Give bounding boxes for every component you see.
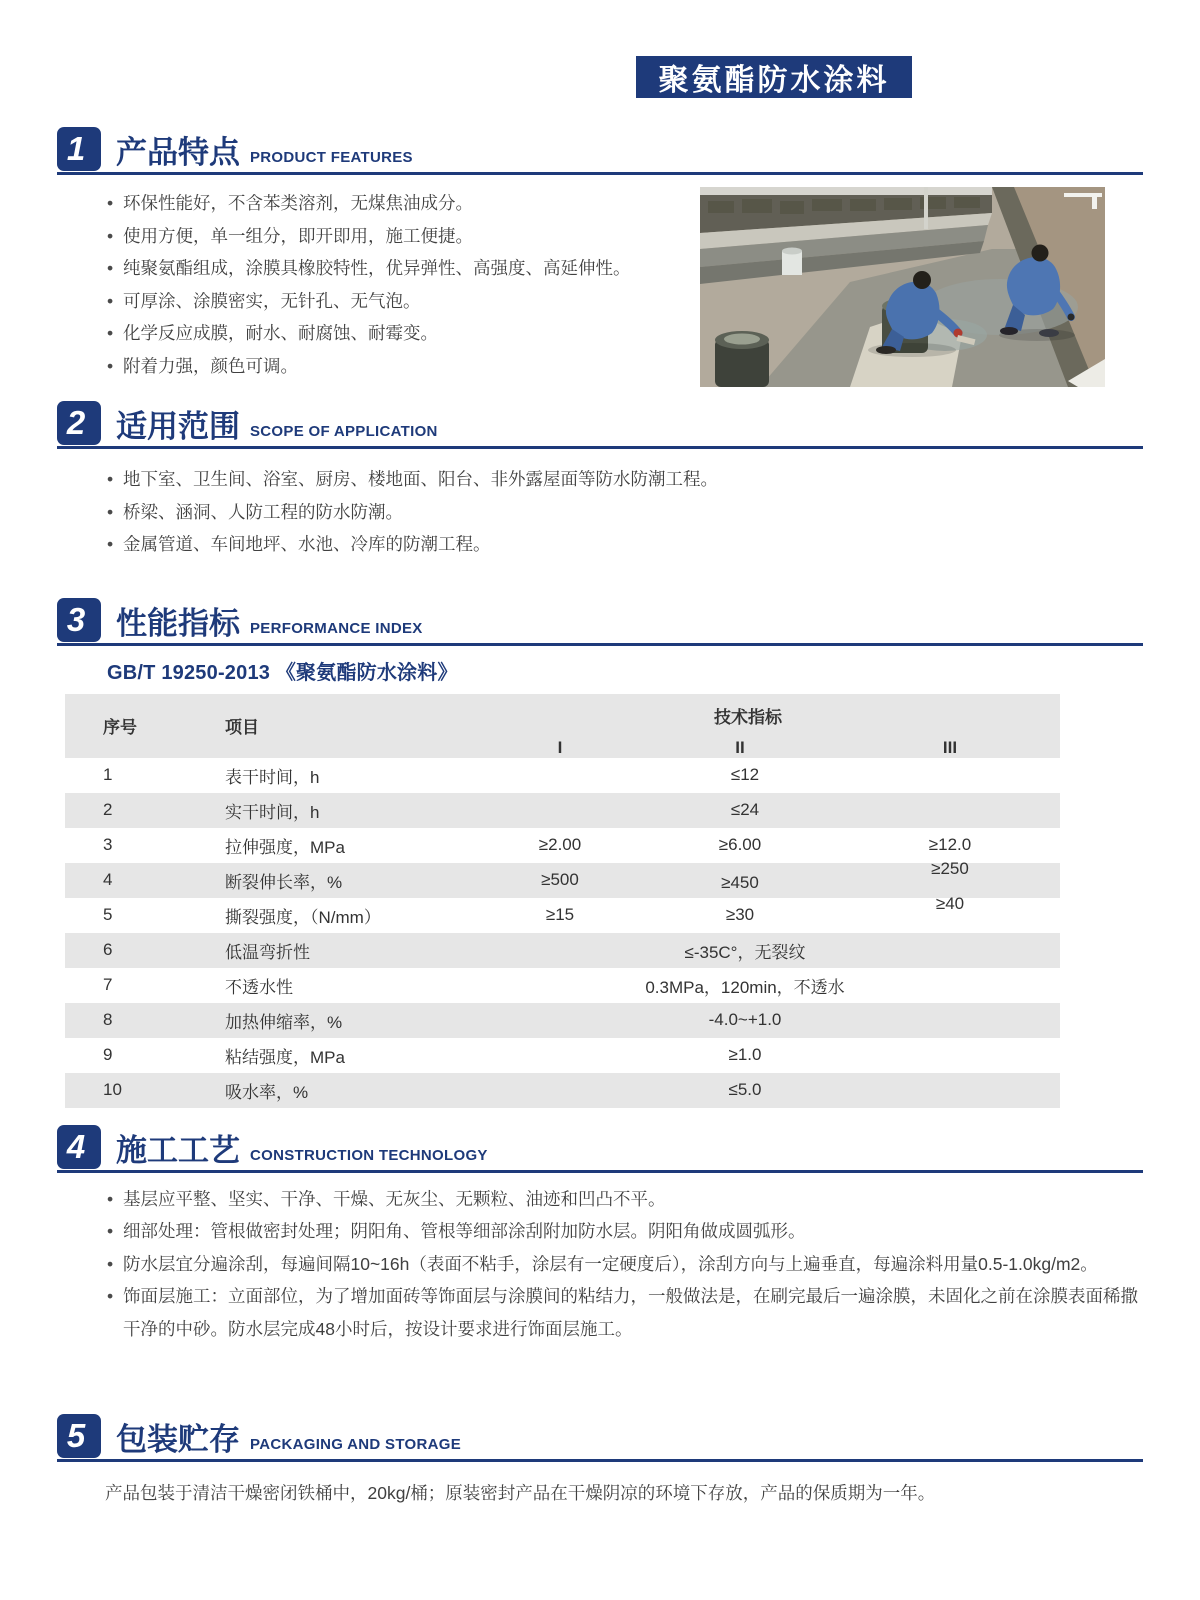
- bullet-item: • 金属管道、车间地坪、水池、冷库的防潮工程。: [105, 528, 1105, 561]
- bullet-item: • 使用方便，单一组分，即开即用，施工便捷。: [105, 220, 690, 253]
- row-item: 实干时间，h: [225, 802, 320, 822]
- row-item: 低温弯折性: [225, 942, 310, 962]
- row-value: ≥250: [931, 859, 969, 878]
- bullet-item: • 纯聚氨酯组成，涂膜具橡胶特性，优异弹性、高强度、高延伸性。: [105, 252, 690, 285]
- section-number-badge: 1: [57, 127, 101, 171]
- section-number-badge: 3: [57, 598, 101, 642]
- section-number-badge: 5: [57, 1414, 101, 1458]
- column-header-tech-group: [480, 694, 1060, 758]
- row-seq: 9: [103, 1045, 113, 1064]
- row-item: 加热伸缩率，%: [225, 1012, 343, 1032]
- row-item: 撕裂强度，（N/mm）: [225, 907, 381, 927]
- row-seq: 6: [103, 940, 113, 959]
- bullet-item: • 环保性能好，不含苯类溶剂，无煤焦油成分。: [105, 187, 690, 220]
- bullet-item: • 饰面层施工：立面部位，为了增加面砖等饰面层与涂膜间的粘结力，一般做法是，在刷完最后一遍涂膜，未固化之前在涂膜表面稀撒干净的中砂。防水层完成48小时后，按设计要求进行饰面层施工。: [105, 1280, 1150, 1345]
- section-subtitle: PRODUCT FEATURES: [250, 149, 413, 166]
- table-row: [65, 828, 1060, 863]
- column-header-tech: 技术指标: [714, 707, 782, 727]
- row-value-span: -4.0~+1.0: [708, 1010, 782, 1029]
- row-seq: 3: [103, 835, 113, 854]
- section-title: 施工工艺: [116, 1132, 240, 1168]
- bullet-item: • 化学反应成膜，耐水、耐腐蚀、耐霉变。: [105, 317, 690, 350]
- features-list: [105, 187, 690, 387]
- row-seq: 5: [103, 905, 113, 924]
- bullet-item: • 地下室、卫生间、浴室、厨房、楼地面、阳台、非外露屋面等防水防潮工程。: [105, 463, 1105, 496]
- row-item: 断裂伸长率，%: [225, 872, 343, 892]
- grade-header: I: [557, 737, 563, 757]
- row-item: 粘结强度，MPa: [225, 1047, 345, 1067]
- table-row: [65, 968, 1060, 1003]
- table-row: [65, 1038, 1060, 1073]
- section-number-badge: 2: [57, 401, 101, 445]
- bullet-item: • 细部处理：管根做密封处理；阴阳角、管根等细部涂刮附加防水层。阴阳角做成圆弧形。: [105, 1215, 1150, 1248]
- section-subtitle: SCOPE OF APPLICATION: [250, 423, 438, 440]
- table-body: [65, 758, 1060, 1108]
- row-value: ≥2.00: [538, 835, 582, 854]
- column-header-seq: 序号: [103, 718, 137, 737]
- barrel: [715, 331, 769, 387]
- row-value-span: ≤24: [730, 800, 760, 819]
- section-subtitle: PACKAGING AND STORAGE: [250, 1436, 462, 1453]
- bullet-item: • 可厚涂、涂膜密实，无针孔、无气泡。: [105, 285, 690, 318]
- bullet-item: • 附着力强，颜色可调。: [105, 350, 690, 383]
- row-value: ≥15: [545, 905, 575, 924]
- table-row: [65, 933, 1060, 968]
- row-value: ≥40: [935, 894, 965, 913]
- grade-header: III: [942, 737, 958, 757]
- row-seq: 8: [103, 1010, 113, 1029]
- section-header-scope: [57, 402, 1143, 449]
- application-photo: [700, 187, 1105, 387]
- standard-reference: GB/T 19250-2013 《聚氨酯防水涂料》: [107, 661, 458, 684]
- table-row: [65, 859, 1060, 898]
- row-seq: 10: [103, 1080, 122, 1099]
- row-value: ≥500: [541, 870, 579, 889]
- row-value-span: ≤12: [730, 765, 760, 784]
- row-seq: 7: [103, 975, 113, 994]
- row-value: ≥12.0: [928, 835, 972, 854]
- row-value-span: 0.3MPa，120min，不透水: [645, 977, 845, 997]
- section-subtitle: CONSTRUCTION TECHNOLOGY: [250, 1146, 488, 1164]
- row-item: 不透水性: [225, 977, 293, 997]
- bullet-item: • 基层应平整、坚实、干净、干燥、无灰尘、无颗粒、油迹和凹凸不平。: [105, 1183, 1150, 1216]
- row-value-span: ≤-35C°，无裂纹: [684, 942, 806, 962]
- row-item: 吸水率，%: [225, 1082, 309, 1102]
- table-row: [65, 793, 1060, 828]
- page-title: 聚氨酯防水涂料: [636, 56, 912, 98]
- row-value-span: ≥1.0: [728, 1045, 762, 1064]
- features-content: [105, 187, 1105, 387]
- section-number-badge: 4: [57, 1125, 101, 1169]
- row-value: ≥6.00: [718, 835, 762, 854]
- packaging-text: 产品包装于清洁干燥密闭铁桶中，20kg/桶；原装密封产品在干燥阴凉的环境下存放，产品的保质期为一年。: [105, 1483, 936, 1503]
- row-seq: 4: [103, 870, 113, 889]
- bullet-item: • 桥梁、涵洞、人防工程的防水防潮。: [105, 496, 1105, 529]
- section-title: 产品特点: [116, 135, 240, 170]
- section-title: 包装贮存: [116, 1422, 240, 1457]
- grade-subheaders: [480, 735, 1060, 758]
- row-item: 表干时间，h: [225, 767, 320, 787]
- section-title: 适用范围: [116, 409, 240, 444]
- row-item: 拉伸强度，MPa: [225, 837, 345, 857]
- section-header-performance: [57, 599, 1143, 646]
- construction-list: [105, 1183, 1150, 1346]
- scope-list: [105, 463, 1105, 561]
- table-header: [65, 694, 1060, 758]
- table-row: [65, 1003, 1060, 1038]
- performance-table: [65, 694, 1060, 1108]
- bullet-item: • 防水层宜分遍涂刮，每遍间隔10~16h（表面不粘手，涂层有一定硬度后），涂刮方向与上遍垂直，每遍涂料用量0.5-1.0kg/m2。: [105, 1248, 1150, 1281]
- row-value-span: ≤5.0: [728, 1080, 762, 1099]
- table-row: [65, 894, 1060, 933]
- column-header-item: 项目: [225, 718, 259, 737]
- row-value: ≥450: [721, 873, 759, 892]
- table-row: [65, 1073, 1060, 1108]
- section-header-features: [57, 128, 1143, 175]
- section-header-packaging: [57, 1415, 1143, 1462]
- row-value: ≥30: [725, 905, 755, 924]
- page-top-area: [0, 0, 1200, 128]
- row-seq: 1: [103, 765, 113, 784]
- section-title: 性能指标: [116, 605, 240, 641]
- table-row: [65, 758, 1060, 793]
- row-seq: 2: [103, 800, 113, 819]
- grade-header: II: [735, 737, 745, 757]
- section-subtitle: PERFORMANCE INDEX: [250, 619, 423, 637]
- section-header-construction: [57, 1126, 1143, 1173]
